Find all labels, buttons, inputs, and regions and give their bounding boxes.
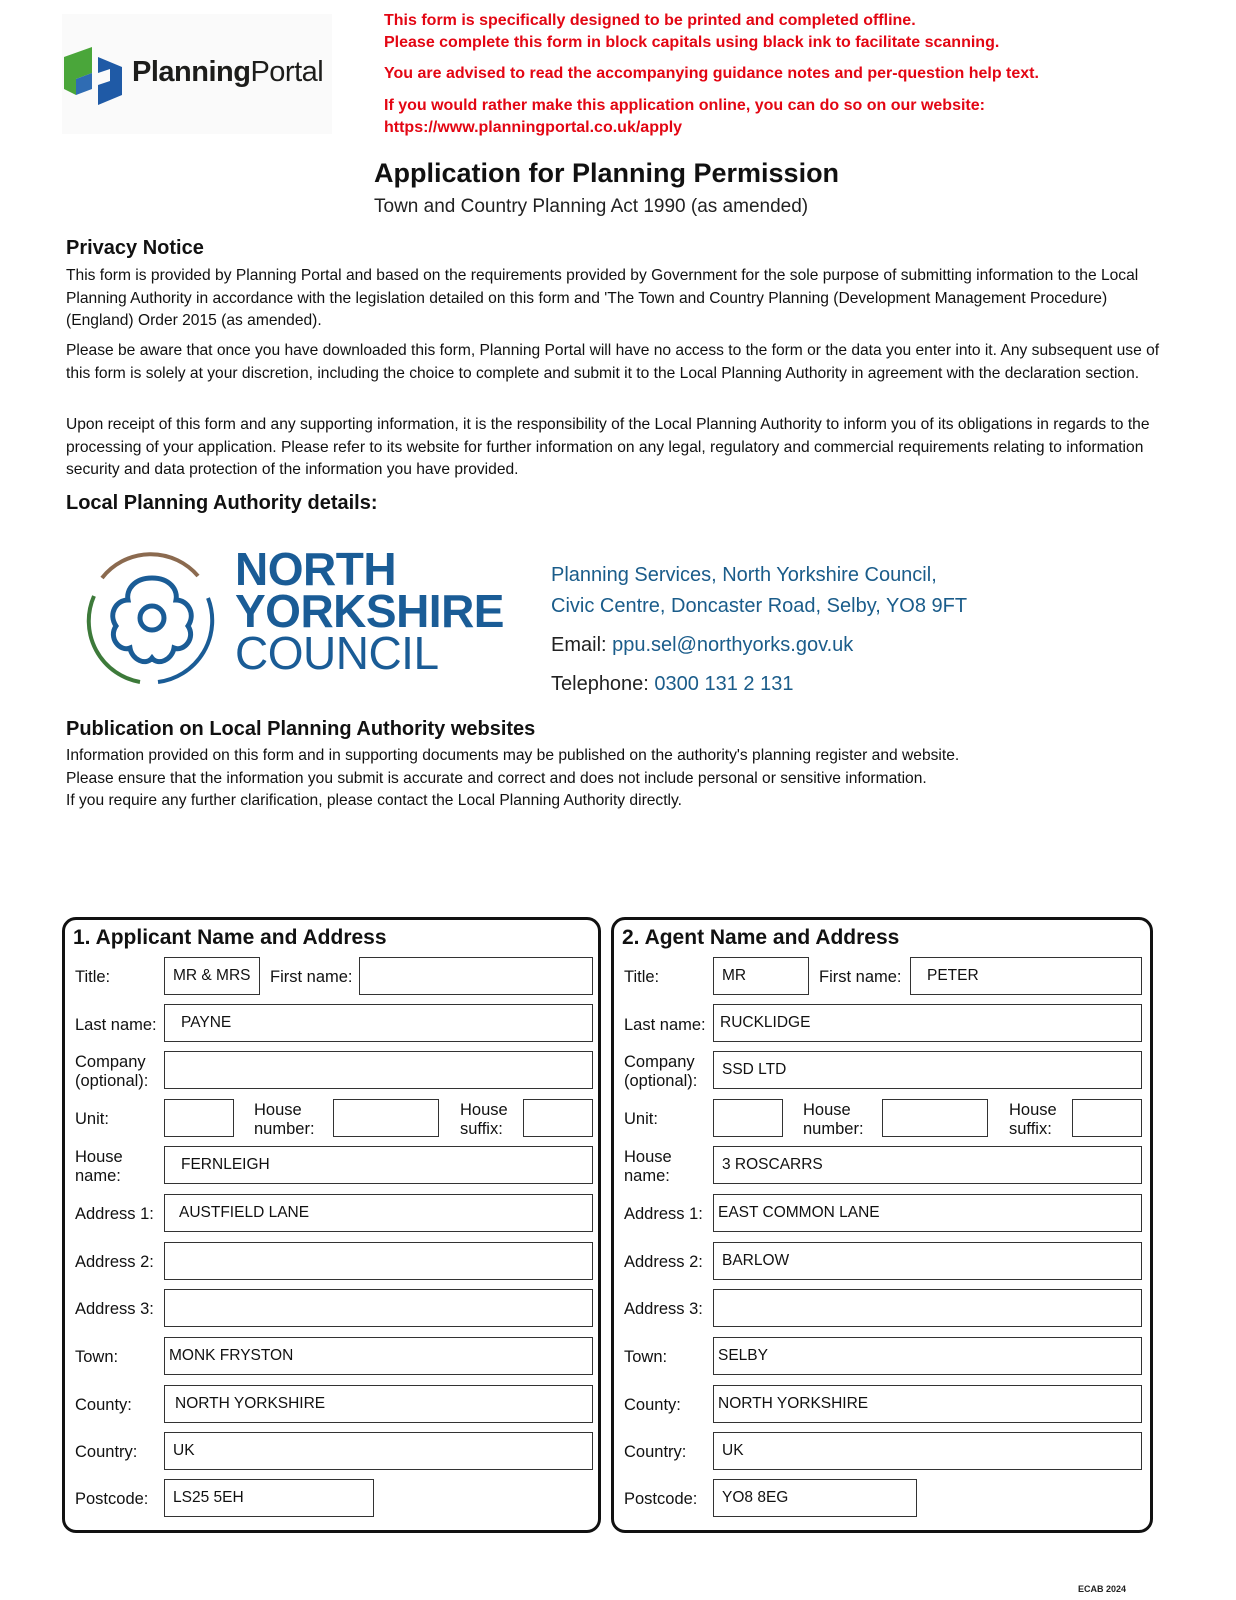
unit-label: Unit: — [75, 1110, 109, 1128]
online-notice: If you would rather make this application online, you can do so on our website: — [384, 97, 985, 114]
nyc-logo-yorkshire: YORKSHIRE — [235, 585, 504, 637]
agent-house-number-field[interactable] — [882, 1099, 988, 1137]
lpa-heading: Local Planning Authority details: — [66, 492, 378, 514]
publication-line-1: Information provided on this form and in supporting documents may be published on the authority's planning register and website. — [66, 747, 960, 764]
planning-portal-logo — [62, 14, 332, 134]
nyc-logo-council: COUNCIL — [235, 627, 439, 679]
house-name-label: House name: — [624, 1148, 672, 1185]
postcode-label: Postcode: — [624, 1490, 698, 1508]
lpa-contact — [551, 560, 967, 700]
email-label: Email: — [551, 634, 613, 656]
publication-line-2: Please ensure that the information you submit is accurate and correct and does not include personal or sensitive information. — [66, 770, 927, 787]
agent-company-field[interactable]: SSD LTD — [713, 1051, 1142, 1089]
applicant-panel — [62, 917, 601, 1533]
company-label: Company (optional): — [624, 1053, 698, 1090]
agent-town-field[interactable]: SELBY — [713, 1337, 1142, 1375]
page-title: Application for Planning Permission — [374, 158, 840, 188]
applicant-heading: 1. Applicant Name and Address — [73, 926, 387, 949]
address2-label: Address 2: — [75, 1253, 154, 1271]
house-number-label: House number: — [803, 1101, 864, 1138]
page-subtitle: Town and Country Planning Act 1990 (as amended) — [374, 196, 809, 217]
planning-portal-mark-icon — [64, 39, 128, 109]
applicant-town-field[interactable]: MONK FRYSTON — [164, 1337, 593, 1375]
lpa-address-line1: Planning Services, North Yorkshire Council, — [551, 564, 937, 586]
company-label: Company (optional): — [75, 1053, 149, 1090]
town-label: Town: — [624, 1348, 668, 1366]
agent-house-suffix-field[interactable] — [1072, 1099, 1142, 1137]
planning-portal-wordmark: PlanningPortal — [132, 56, 324, 88]
applicant-last-name-field[interactable]: PAYNE — [164, 1004, 593, 1042]
applicant-postcode-field[interactable]: LS25 5EH — [164, 1479, 374, 1517]
nyc-logo-north: NORTH — [235, 543, 397, 595]
applicant-house-number-field[interactable] — [333, 1099, 439, 1137]
agent-house-name-field[interactable]: 3 ROSCARRS — [713, 1146, 1142, 1184]
house-suffix-label: House suffix: — [460, 1101, 508, 1138]
county-label: County: — [75, 1396, 132, 1414]
applicant-house-suffix-field[interactable] — [523, 1099, 593, 1137]
applicant-unit-field[interactable] — [164, 1099, 234, 1137]
block-capitals-notice: Please complete this form in block capitals using black ink to facilitate scanning. — [384, 34, 1000, 51]
title-label: Title: — [624, 968, 660, 986]
lpa-telephone: 0300 131 2 131 — [654, 673, 794, 695]
offline-notice: This form is specifically designed to be printed and completed offline. — [384, 12, 916, 29]
first-name-label: First name: — [819, 968, 902, 986]
house-name-label: House name: — [75, 1148, 123, 1185]
guidance-notice: You are advised to read the accompanying guidance notes and per-question help text. — [384, 65, 1039, 82]
address2-label: Address 2: — [624, 1253, 703, 1271]
agent-address3-field[interactable] — [713, 1289, 1142, 1327]
agent-address2-field[interactable]: BARLOW — [713, 1242, 1142, 1280]
address3-label: Address 3: — [75, 1300, 154, 1318]
agent-address1-field[interactable]: EAST COMMON LANE — [713, 1194, 1142, 1232]
agent-heading: 2. Agent Name and Address — [622, 926, 900, 949]
applicant-house-name-field[interactable]: FERNLEIGH — [164, 1146, 593, 1184]
agent-last-name-field[interactable]: RUCKLIDGE — [713, 1004, 1142, 1042]
agent-postcode-field[interactable]: YO8 8EG — [713, 1479, 917, 1517]
postcode-label: Postcode: — [75, 1490, 149, 1508]
form-code: ECAB 2024 — [1077, 1584, 1126, 1594]
house-number-label: House number: — [254, 1101, 315, 1138]
applicant-address1-field[interactable]: AUSTFIELD LANE — [164, 1194, 593, 1232]
applicant-address2-field[interactable] — [164, 1242, 593, 1280]
county-label: County: — [624, 1396, 681, 1414]
privacy-heading: Privacy Notice — [66, 237, 204, 259]
applicant-country-field[interactable]: UK — [164, 1432, 593, 1470]
apply-url-link[interactable]: https://www.planningportal.co.uk/apply — [384, 119, 683, 136]
agent-title-field[interactable]: MR — [713, 957, 809, 995]
country-label: Country: — [75, 1443, 138, 1461]
first-name-label: First name: — [270, 968, 353, 986]
publication-line-3: If you require any further clarification, please contact the Local Planning Authority directly. — [66, 792, 682, 809]
applicant-county-field[interactable]: NORTH YORKSHIRE — [164, 1385, 593, 1423]
yorkshire-rose-icon — [80, 548, 220, 698]
applicant-first-name-field[interactable] — [359, 957, 593, 995]
country-label: Country: — [624, 1443, 687, 1461]
privacy-paragraph-1: This form is provided by Planning Portal and based on the requirements provided by Government for the sole purpose of submitting information to the Local Planning Authority in accordance with the legislation detailed on this form and 'The Town and Country Planning (Development Management Procedure) (England) Order 2015 (as amended). — [66, 267, 1139, 329]
telephone-label: Telephone: — [551, 673, 655, 695]
lpa-email-link[interactable]: ppu.sel@northyorks.gov.uk — [612, 634, 854, 656]
house-suffix-label: House suffix: — [1009, 1101, 1057, 1138]
agent-county-field[interactable]: NORTH YORKSHIRE — [713, 1385, 1142, 1423]
address1-label: Address 1: — [624, 1205, 703, 1223]
agent-country-field[interactable]: UK — [713, 1432, 1142, 1470]
address3-label: Address 3: — [624, 1300, 703, 1318]
lpa-address-line2: Civic Centre, Doncaster Road, Selby, YO8 9FT — [551, 595, 968, 617]
publication-heading: Publication on Local Planning Authority websites — [66, 718, 536, 740]
applicant-title-field[interactable]: MR & MRS — [164, 957, 260, 995]
town-label: Town: — [75, 1348, 119, 1366]
unit-label: Unit: — [624, 1110, 658, 1128]
last-name-label: Last name: — [75, 1016, 157, 1034]
agent-panel — [611, 917, 1153, 1533]
address1-label: Address 1: — [75, 1205, 154, 1223]
privacy-paragraph-2: Please be aware that once you have downloaded this form, Planning Portal will have no access to the form or the data you enter into it. Any subsequent use of this form is solely at your discretion, including the choice to complete and submit it to the Local Planning Authority in agreement with the declaration section. — [66, 342, 1160, 382]
privacy-paragraph-3: Upon receipt of this form and any supporting information, it is the responsibility of the Local Planning Authority to inform you of its obligations in regards to the processing of your application. Please refer to its website for further information on any legal, regulatory and commercial requirements relating to information security and data protection of the information you have provided. — [66, 416, 1150, 478]
title-label: Title: — [75, 968, 111, 986]
applicant-address3-field[interactable] — [164, 1289, 593, 1327]
north-yorkshire-council-logo — [80, 543, 520, 698]
last-name-label: Last name: — [624, 1016, 706, 1034]
applicant-company-field[interactable] — [164, 1051, 593, 1089]
agent-unit-field[interactable] — [713, 1099, 783, 1137]
agent-first-name-field[interactable]: PETER — [910, 957, 1142, 995]
